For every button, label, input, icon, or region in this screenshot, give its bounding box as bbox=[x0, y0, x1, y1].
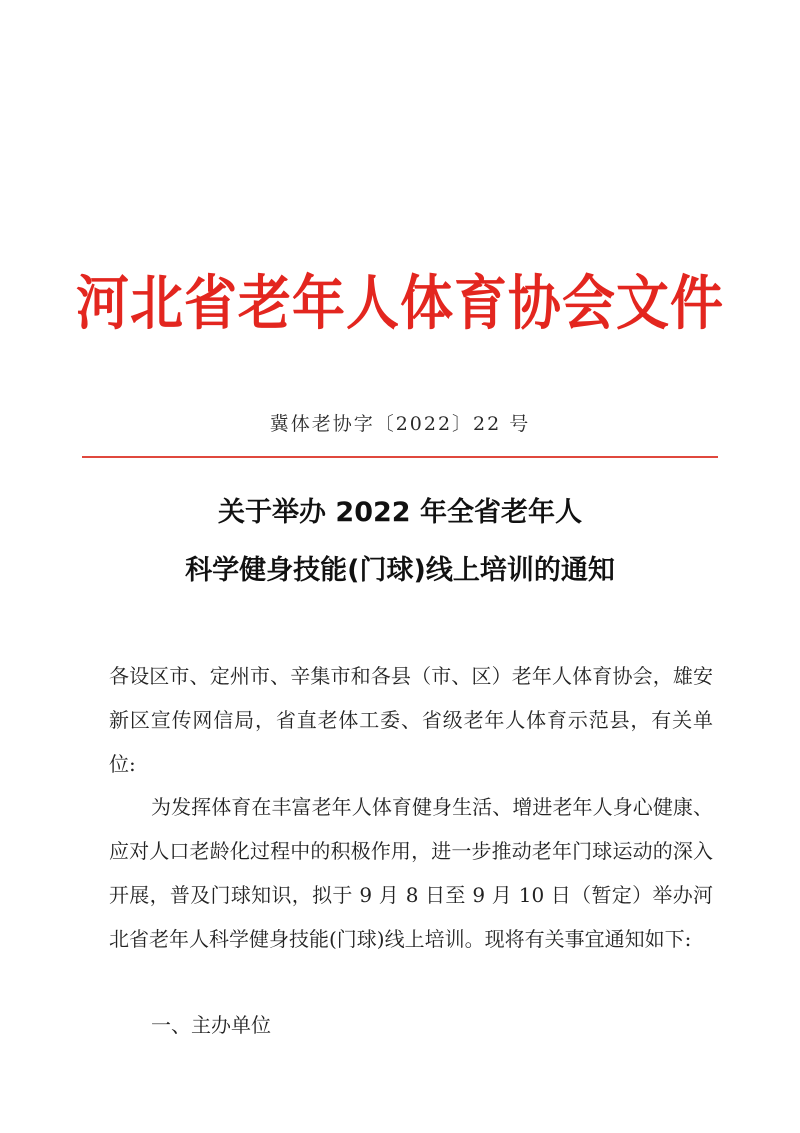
section-heading-1: 一、主办单位 bbox=[151, 1013, 271, 1037]
notice-title-line-2: 科学健身技能(门球)线上培训的通知 bbox=[185, 555, 615, 586]
document-masthead: 河北省老年人体育协会文件 bbox=[76, 269, 724, 339]
body-paragraph-1: 为发挥体育在丰富老年人体育健身生活、增进老年人身心健康、应对人口老龄化过程中的积极作用，进一步推动老年门球运动的深入开展，普及门球知识，拟于 9 月 8 日至 9 月 10 日（暂定）举办河北省老年人科学健身技能(门球)线上培训。现将有关事宜通知如下: bbox=[109, 795, 713, 951]
notice-title-line-1: 关于举办 2022 年全省老年人 bbox=[218, 497, 582, 528]
red-separator-rule bbox=[82, 456, 718, 458]
salutation-recipients: 各设区市、定州市、辛集市和各县（市、区）老年人体育协会，雄安新区宣传网信局，省直老体工委、省级老年人体育示范县，有关单位: bbox=[109, 664, 713, 776]
document-number: 冀体老协字〔2022〕22 号 bbox=[269, 413, 531, 435]
